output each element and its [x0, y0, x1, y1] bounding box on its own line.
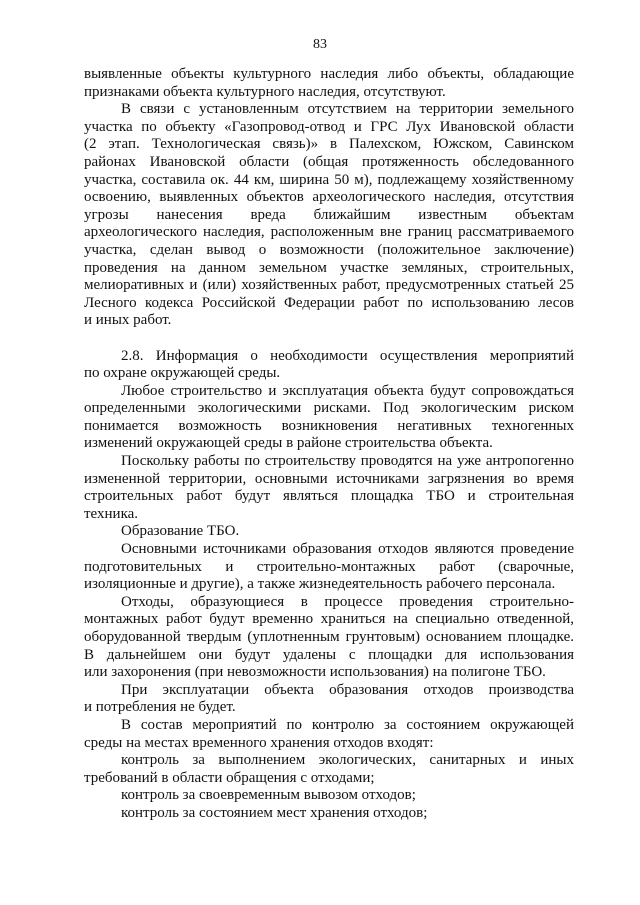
text-line: строительных работ будут являться площадка ТБО и строительная [84, 488, 574, 505]
text-line: подготовительных и строительно-монтажных работ (сварочные, [84, 558, 574, 575]
paragraph-p6 [84, 523, 574, 541]
paragraph-p4 [84, 383, 574, 453]
text-line: понимается возможность возникновения негативных техногенных [84, 417, 574, 434]
text-line: участка, сделан вывод о возможности (положительное заключение) [84, 241, 574, 258]
text-line: Основными источниками образования отходов являются проведение [121, 541, 574, 558]
text-line: по охране окружающей среды. [84, 365, 281, 382]
text-line: Любое строительство и эксплуатация объекта будут сопровождаться [121, 382, 574, 399]
text-line: мелиоративных и (или) хозяйственных работ, предусмотренных статьей 25 [84, 277, 574, 294]
text-line: определенными экологическими рисками. Под экологическим риском [84, 400, 574, 417]
text-line: техника. [84, 505, 139, 522]
text-line: Поскольку работы по строительству проводятся на уже антропогенно [121, 453, 574, 470]
text-line: изменений окружающей среды в районе строительства объекта. [84, 435, 493, 452]
text-line: В состав мероприятий по контролю за состоянием окружающей [121, 716, 574, 733]
text-line: изоляционные и другие), а также жизнедеятельность рабочего персонала. [84, 576, 556, 593]
text-line: 2.8. Информация о необходимости осуществления мероприятий [121, 347, 574, 364]
text-line: участка по объекту «Газопровод-отвод и ГРС Лух Ивановской области [84, 118, 574, 135]
paragraph-p7 [84, 541, 574, 594]
text-line: При эксплуатации объекта образования отходов производства [121, 681, 574, 698]
paragraph-p1 [84, 66, 574, 101]
paragraph-p3 [84, 348, 574, 383]
text-line: среды на местах временного хранения отходов входят: [84, 734, 434, 751]
text-line: требований в области обращения с отходами; [84, 769, 375, 786]
text-line: измененной территории, основными источниками загрязнения во время [84, 470, 574, 487]
paragraph-p12 [84, 787, 574, 805]
text-line: или захоронения (при невозможности использования) на полигоне ТБО. [84, 664, 546, 681]
paragraph-p8 [84, 594, 574, 682]
text-line: Отходы, образующиеся в процессе проведения строительно- [121, 593, 574, 610]
text-line: районах Ивановской области (общая протяженность обследованного [84, 153, 574, 170]
paragraph-p13 [84, 805, 574, 823]
text-line: монтажных работ будут временно храниться на специально отведенной, [84, 611, 574, 628]
text-line: археологического наследия, расположенным вне границ рассматриваемого [84, 224, 574, 241]
text-line: освоению, выявленных объектов археологического наследия, отсутствия [84, 189, 574, 206]
text-line: В связи с установленным отсутствием на территории земельного [121, 101, 574, 118]
text-line: и потребления не будет. [84, 699, 236, 716]
text-line: (2 этап. Технологическая связь)» в Палехском, Южском, Савинском [84, 136, 574, 153]
paragraph-p2 [84, 101, 574, 330]
paragraph-p11 [84, 752, 574, 787]
paragraph-p9 [84, 682, 574, 717]
text-line: выявленные объекты культурного наследия либо объекты, обладающие [84, 66, 574, 82]
text-line: проведения на данном земельном участке земляных, строительных, [84, 259, 574, 276]
paragraph-p5 [84, 453, 574, 523]
document-body [84, 66, 574, 823]
paragraph-spacer [84, 330, 574, 348]
text-line: признаками объекта культурного наследия, отсутствуют. [84, 83, 446, 100]
text-line: участка, составила ок. 44 км, ширина 50 м), подлежащему хозяйственному [84, 171, 574, 188]
text-line: угрозы нанесения вреда ближайшим известным объектам [84, 206, 574, 223]
text-line: Образование ТБО. [121, 523, 240, 540]
text-line: оборудованной твердым (уплотненным грунтовым) основанием площадке. [84, 629, 574, 645]
text-line: контроль за своевременным вывозом отходов; [121, 787, 416, 804]
page-number: 83 [313, 37, 327, 52]
text-line: Лесного кодекса Российской Федерации работ по использованию лесов [84, 294, 574, 311]
text-line: контроль за выполнением экологических, санитарных и иных [121, 752, 574, 769]
text-line: В дальнейшем они будут удалены с площадки для использования [84, 646, 574, 663]
paragraph-p10 [84, 717, 574, 752]
text-line: контроль за состоянием мест хранения отходов; [121, 804, 428, 821]
text-line: и иных работ. [84, 312, 172, 329]
